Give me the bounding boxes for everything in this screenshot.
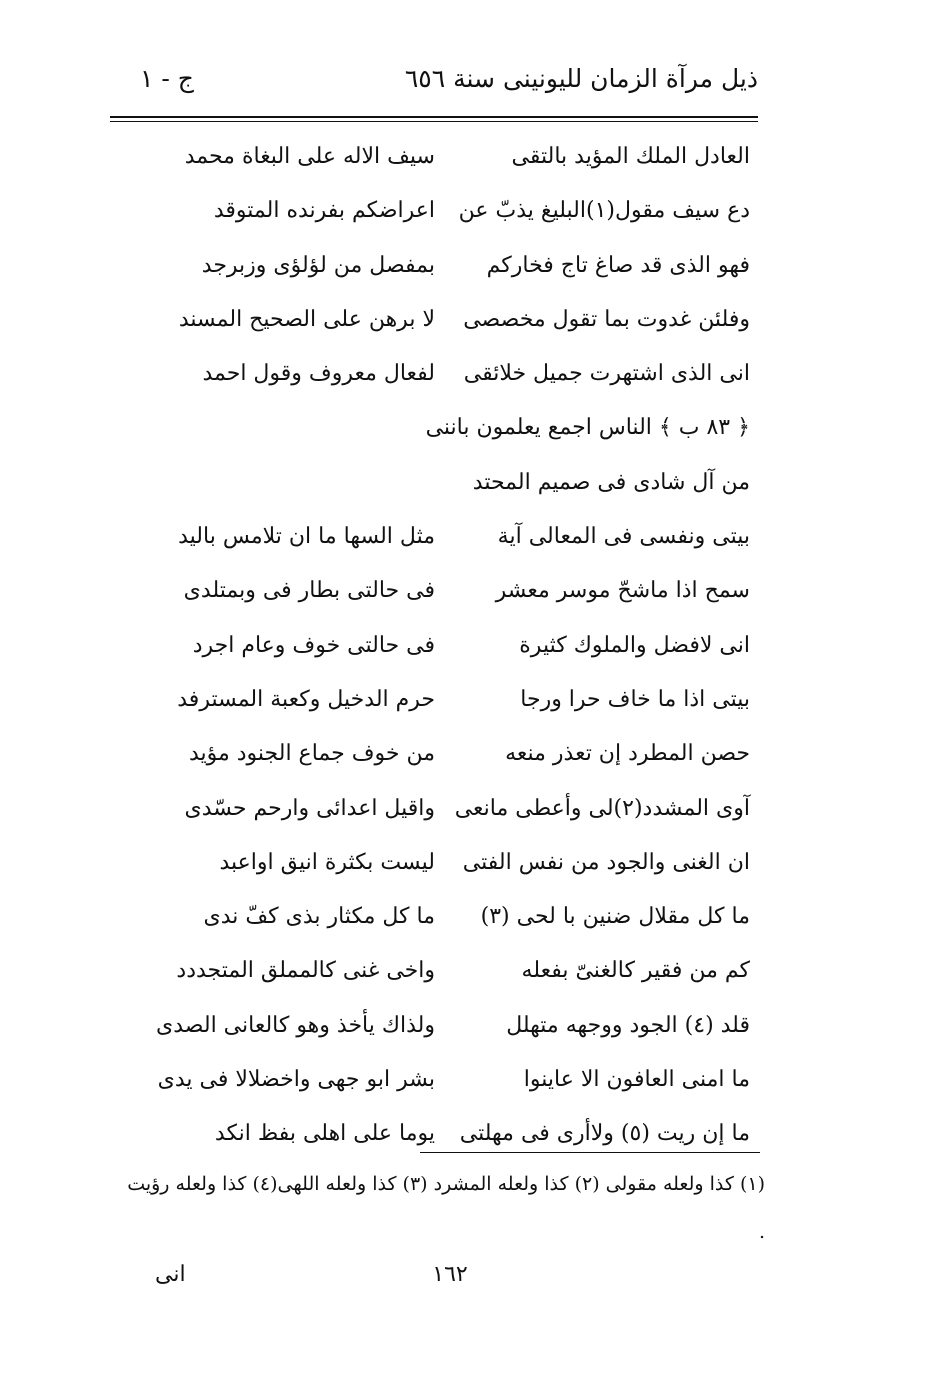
footnotes: (١) كذا ولعله مقولى (٢) كذا ولعله المشرد (٣) كذا ولعله اللهى(٤) كذا ولعله رؤيت . <box>127 1173 765 1243</box>
verse-line <box>140 944 750 998</box>
verse-line <box>140 184 750 238</box>
verse-second-hemistich: بمفصل من لؤلؤى وزبرجد <box>201 252 435 278</box>
verse-first-hemistich: ما إن ريت (٥) ولاأرى فى مهلتى <box>459 1121 750 1147</box>
verse-line <box>140 1107 750 1161</box>
verse-first-hemistich: فهو الذى قد صاغ تاج فخاركم <box>486 252 750 278</box>
catchword: انى <box>155 1262 186 1287</box>
verse-line <box>140 782 750 836</box>
verse-second-hemistich: بشر ابو جهى واخضلالا فى يدى <box>157 1067 435 1093</box>
verse-first-hemistich: آوى المشدد(٢)لى وأعطى مانعى <box>454 795 750 821</box>
verse-first-hemistich: ما كل مقلال ضنين با لحى (٣) <box>480 904 750 930</box>
verse-second-hemistich: لا برهن على الصحيح المسند <box>178 306 435 332</box>
verse-first-hemistich: بيتى ونفسى فى المعالى آية <box>497 524 750 550</box>
verse-first-hemistich: سمح اذا ماشحّ موسر معشر <box>495 578 750 604</box>
verse-second-hemistich: مثل السها ما ان تلامس باليد <box>178 524 435 550</box>
verse-line <box>140 890 750 944</box>
verse-first-hemistich: انى لافضل والملوك كثيرة <box>519 632 750 658</box>
verse-first-hemistich: كم من فقير كالغنىّ بفعله <box>521 958 750 984</box>
verse-first-hemistich: ما امنى العافون الا عاينوا <box>523 1067 750 1093</box>
poem-verses <box>140 130 750 1162</box>
verse-line <box>140 239 750 293</box>
verse-second-hemistich: واقيل اعدائى وارحم حسّدى <box>184 795 435 821</box>
running-title: ذيل مرآة الزمان لليونينى سنة ٦٥٦ <box>404 64 758 93</box>
verse-second-hemistich: فى حالتى خوف وعام اجرد <box>192 632 435 658</box>
verse-line <box>140 999 750 1053</box>
verse-second-hemistich: يوما على اهلى بفظ انكد <box>214 1121 435 1147</box>
verse-line <box>140 673 750 727</box>
verse-second-hemistich: ولذاك يأخذ وهو كالعانى الصدى <box>156 1012 435 1038</box>
verse-second-hemistich: لفعال معروف وقول احمد <box>202 361 435 387</box>
verse-line <box>140 293 750 347</box>
volume-number: ج - ١ <box>140 64 194 93</box>
verse-first-hemistich: انى الذى اشتهرت جميل خلائقى <box>463 361 750 387</box>
verse-second-hemistich: من خوف جماع الجنود مؤيد <box>188 741 435 767</box>
verse-first-hemistich: قلد (٤) الجود ووجهه متهلل <box>506 1012 750 1038</box>
verse-first-hemistich: دع سيف مقول(١)البليغ يذبّ عن <box>458 198 750 224</box>
footnote-rule <box>420 1152 760 1153</box>
header-rule-thin <box>110 121 758 122</box>
verse-second-hemistich: ما كل مكثار بذى كفّ ندى <box>203 904 435 930</box>
verse-second-hemistich: اعراضكم بفرنده المتوقد <box>213 198 435 224</box>
verse-first-hemistich: من آل شادى فى صميم المحتد <box>472 469 750 495</box>
page-number: ١٦٢ <box>432 1262 468 1287</box>
verse-first-hemistich: العادل الملك المؤيد بالتقى <box>511 144 750 169</box>
verse-line <box>140 130 750 184</box>
verse-second-hemistich: حرم الدخيل وكعبة المسترفد <box>177 686 435 712</box>
verse-second-hemistich: ليست بكثرة انيق اواعبد <box>219 849 435 875</box>
verse-line <box>140 564 750 618</box>
header-rule <box>110 116 758 118</box>
verse-second-hemistich: فى حالتى بطار فى وبمتلدى <box>183 578 435 604</box>
verse-line <box>140 347 750 401</box>
verse-first-hemistich: ﴿ ٨٣ ب ﴾ الناس اجمع يعلمون باننى <box>425 415 750 441</box>
verse-line <box>140 619 750 673</box>
verse-line <box>140 836 750 890</box>
verse-first-hemistich: بيتى اذا ما خاف حرا ورجا <box>520 686 750 712</box>
verse-first-hemistich: ان الغنى والجود من نفس الفتى <box>462 849 750 875</box>
verse-second-hemistich: سيف الاله على البغاة محمد <box>184 144 435 169</box>
verse-second-hemistich: واخى غنى كالمملق المتجددد <box>176 958 435 984</box>
verse-line <box>140 456 750 510</box>
verse-first-hemistich: حصن المطرد إن تعذر منعه <box>505 741 750 767</box>
page-header <box>110 62 758 106</box>
verse-line <box>140 401 750 455</box>
verse-line <box>140 510 750 564</box>
verse-line <box>140 1053 750 1107</box>
verse-first-hemistich: وفلئن غدوت بما تقول مخصصى <box>463 306 750 332</box>
verse-line <box>140 727 750 781</box>
